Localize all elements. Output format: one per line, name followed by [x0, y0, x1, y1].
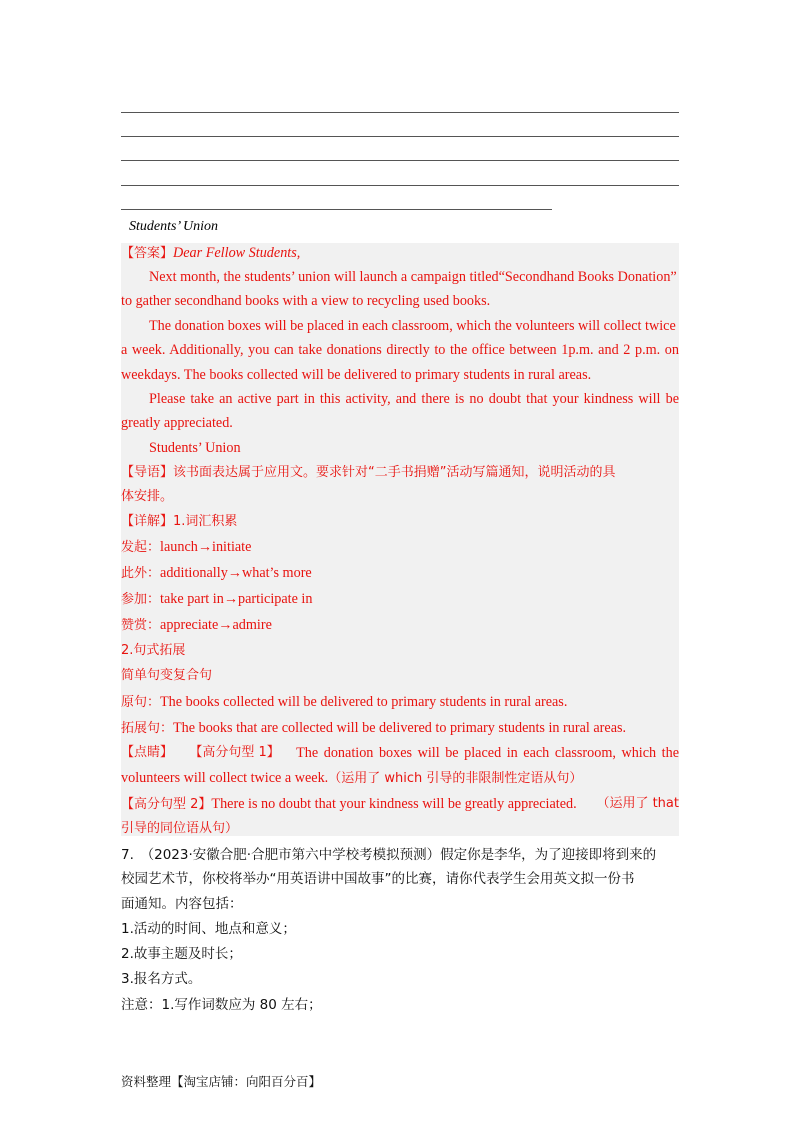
- question-item: 2.故事主题及时长；: [121, 946, 242, 962]
- answer-paragraph-2-cont: a week. Additionally, you can take donations directly to the office between 1p.m. and 2 p.m. on: [121, 342, 679, 358]
- vocab-en: launch→initiate: [160, 539, 252, 555]
- detail-heading-vocab: 1.词汇积累: [173, 514, 238, 529]
- answer-paragraph-3-end: greatly appreciated.: [121, 415, 233, 431]
- letter-signature: Students’ Union: [129, 219, 219, 234]
- detail-tag: 【详解】: [121, 514, 174, 529]
- detail-subheading: 简单句变复合句: [121, 668, 213, 683]
- question-item: 1.活动的时间、地点和意义；: [121, 921, 296, 937]
- answer-paragraph-2-end: weekdays. The books collected will be delivered to primary students in rural areas.: [121, 367, 592, 383]
- pattern-1-tag: 【高分句型 1】: [189, 745, 280, 760]
- guide-text: 该书面表达属于应用文。要求针对“二手书捐赠”活动写篇通知，说明活动的具: [173, 465, 616, 480]
- question-7-line-1: 7. （2023·安徽合肥·合肥市第六中学校考模拟预测）假定你是李华，为了迎接即将到来的: [121, 847, 657, 863]
- question-item: 3.报名方式。: [121, 971, 202, 987]
- pattern-2-tag: 【高分句型 2】: [121, 797, 212, 812]
- pattern-2-note: （运用了 that: [596, 796, 679, 811]
- answer-paragraph-3: Please take an active part in this activity, and there is no doubt that your kindness will be: [149, 391, 679, 407]
- pattern-1-text-cont: volunteers will collect twice a week.: [121, 770, 329, 786]
- writing-line: [121, 185, 679, 186]
- guide-text-cont: 体安排。: [121, 489, 174, 504]
- highlight-line-1: [121, 743, 679, 763]
- detail-heading-sentence: 2.句式拓展: [121, 643, 186, 658]
- answer-paragraph-1: Next month, the students’ union will launch a campaign titled“Secondhand Books Donation”: [149, 269, 677, 285]
- answer-tag: 【答案】: [121, 246, 174, 261]
- vocab-en: take part in→participate in: [160, 591, 313, 607]
- vocab-en: appreciate→admire: [160, 617, 272, 633]
- question-note: 注意：1.写作词数应为 80 左右；: [121, 997, 322, 1013]
- extended-text: The books that are collected will be delivered to primary students in rural areas.: [173, 720, 627, 736]
- highlight-tag: 【点睛】: [121, 745, 174, 760]
- answer-paragraph-2: The donation boxes will be placed in each classroom, which the volunteers will collect twice: [149, 318, 676, 334]
- answer-greeting-line: [121, 243, 679, 264]
- writing-line: [121, 112, 679, 113]
- page-footer: 资料整理【淘宝店铺：向阳百分百】: [121, 1074, 322, 1089]
- answer-paragraph-1-cont: to gather secondhand books with a view to recycling used books.: [121, 293, 491, 309]
- answer-signature: Students’ Union: [149, 440, 241, 456]
- vocab-item: [121, 537, 679, 558]
- original-label: 原句：: [121, 695, 161, 710]
- vocab-cn: 参加：: [121, 592, 161, 607]
- answer-greeting: Dear Fellow Students,: [173, 245, 301, 261]
- highlight-line-2: [121, 768, 679, 789]
- question-7-line-3: 面通知。内容包括：: [121, 896, 243, 912]
- question-7-line-2: 校园艺术节，你校将举办“用英语讲中国故事”的比赛，请你代表学生会用英文拟一份书: [121, 871, 635, 887]
- highlight-line-3: [121, 794, 679, 815]
- writing-line: [121, 136, 679, 137]
- vocab-item: [121, 589, 679, 610]
- extended-sentence: [121, 718, 679, 739]
- guide-tag: 【导语】: [121, 465, 174, 480]
- pattern-2-text: There is no doubt that your kindness will be greatly appreciated.: [211, 796, 577, 812]
- vocab-cn: 此外：: [121, 566, 161, 581]
- vocab-cn: 赞赏：: [121, 618, 161, 633]
- original-sentence: [121, 692, 679, 713]
- pattern-1-note: （运用了 which 引导的非限制性定语从句）: [328, 771, 583, 786]
- vocab-en: additionally→what’s more: [160, 565, 312, 581]
- answer-block: [121, 243, 679, 836]
- pattern-2-note-cont: 引导的同位语从句）: [121, 821, 239, 836]
- guide-line-1: [121, 463, 679, 483]
- original-text: The books collected will be delivered to primary students in rural areas.: [160, 694, 568, 710]
- writing-line: [121, 209, 552, 210]
- pattern-1-text: The donation boxes will be placed in each classroom, which the: [296, 745, 679, 761]
- vocab-item: [121, 615, 679, 636]
- extended-label: 拓展句：: [121, 721, 174, 736]
- vocab-cn: 发起：: [121, 540, 161, 555]
- detail-heading-line: [121, 512, 679, 532]
- vocab-item: [121, 563, 679, 584]
- writing-line: [121, 160, 679, 161]
